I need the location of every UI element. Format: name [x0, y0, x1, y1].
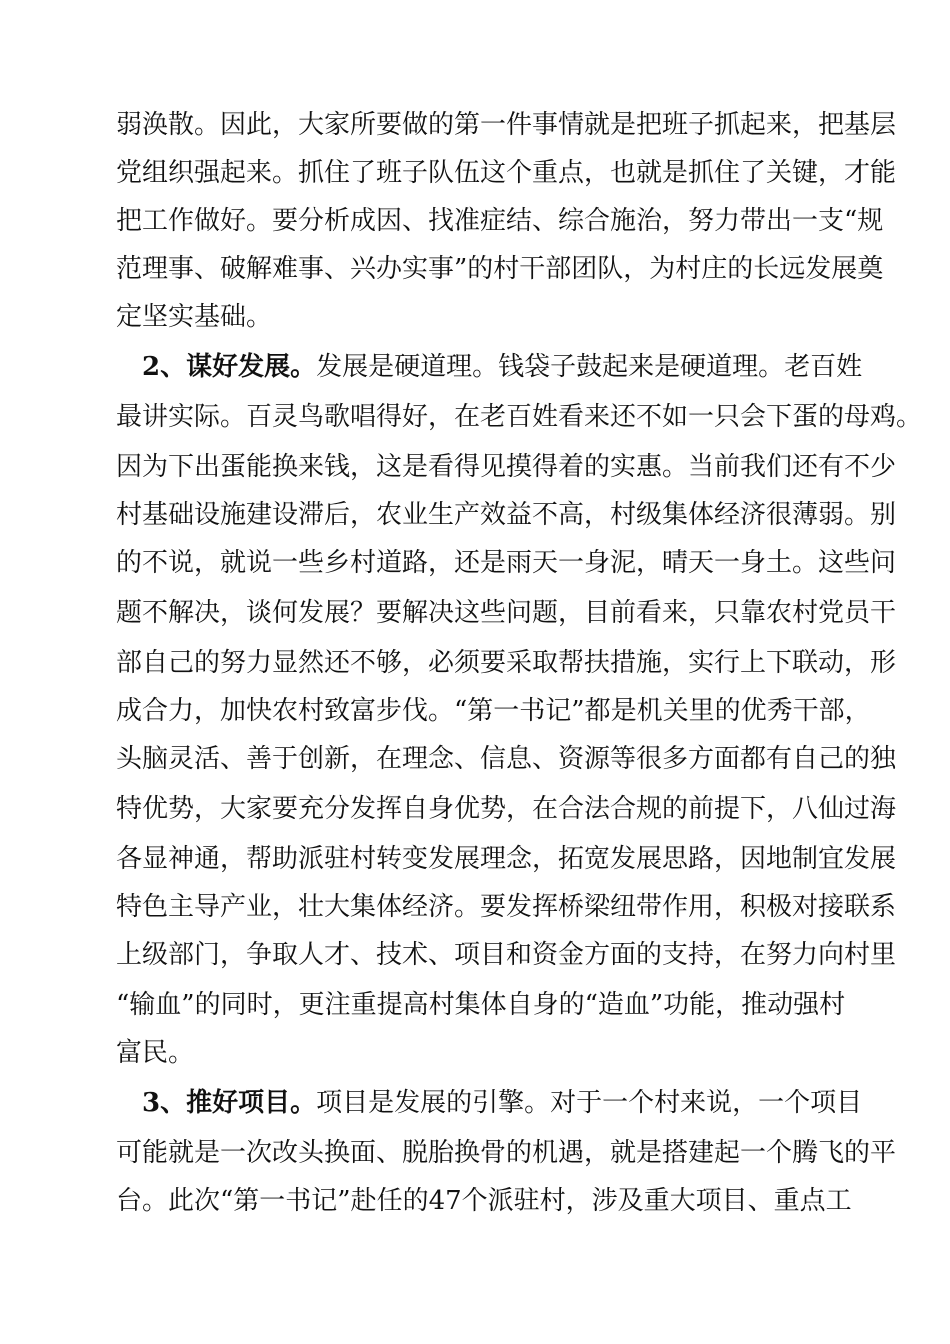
section-2-first-line-text: 发展是硬道理。钱袋子鼓起来是硬道理。老百姓	[316, 352, 863, 382]
paragraph-line: 富民。	[116, 1038, 195, 1068]
section-3-heading: 3、推好项目。	[142, 1088, 317, 1118]
paragraph-line: 成合力，加快农村致富步伐。“第一书记”都是机关里的优秀干部，	[116, 696, 871, 726]
paragraph-line: 最讲实际。百灵鸟歌唱得好，在老百姓看来还不如一只会下蛋的母鸡。	[116, 402, 923, 432]
paragraph-line: 因为下出蛋能换来钱，这是看得见摸得着的实惠。当前我们还有不少	[116, 452, 897, 482]
paragraph-line: 党组织强起来。抓住了班子队伍这个重点，也就是抓住了关键，才能	[116, 158, 897, 188]
section-2-first-line	[142, 350, 862, 384]
paragraph-line: 台。此次“第一书记”赴任的47个派驻村，涉及重大项目、重点工	[116, 1186, 852, 1216]
paragraph-line: 弱涣散。因此，大家所要做的第一件事情就是把班子抓起来，把基层	[116, 110, 897, 140]
paragraph-line: 部自己的努力显然还不够，必须要采取帮扶措施，实行上下联动，形	[116, 648, 897, 678]
paragraph-line: 村基础设施建设滞后，农业生产效益不高，村级集体经济很薄弱。别	[116, 500, 897, 530]
paragraph-line: 头脑灵活、善于创新，在理念、信息、资源等很多方面都有自己的独	[116, 744, 897, 774]
paragraph-line: 上级部门，争取人才、技术、项目和资金方面的支持，在努力向村里	[116, 940, 897, 970]
paragraph-line: 特优势，大家要充分发挥自身优势，在合法合规的前提下，八仙过海	[116, 794, 897, 824]
section-3-first-line-text: 项目是发展的引擎。对于一个村来说，一个项目	[316, 1088, 863, 1118]
paragraph-line: 的不说，就说一些乡村道路，还是雨天一身泥，晴天一身土。这些问	[116, 548, 897, 578]
section-3-first-line	[142, 1086, 862, 1120]
paragraph-line: 题不解决，谈何发展？要解决这些问题，目前看来，只靠农村党员干	[116, 598, 897, 628]
paragraph-line: 定坚实基础。	[116, 302, 273, 332]
section-2-heading: 2、谋好发展。	[142, 352, 317, 382]
paragraph-line: 可能就是一次改头换面、脱胎换骨的机遇，就是搭建起一个腾飞的平	[116, 1138, 897, 1168]
paragraph-line: “输血”的同时，更注重提高村集体自身的“造血”功能，推动强村	[116, 990, 846, 1020]
paragraph-line: 特色主导产业，壮大集体经济。要发挥桥梁纽带作用，积极对接联系	[116, 892, 897, 922]
paragraph-line: 把工作做好。要分析成因、找准症结、综合施治，努力带出一支“规	[116, 206, 884, 236]
paragraph-line: 各显神通，帮助派驻村转变发展理念，拓宽发展思路，因地制宜发展	[116, 844, 897, 874]
paragraph-line: 范理事、破解难事、兴办实事”的村干部团队，为村庄的长远发展奠	[116, 254, 884, 284]
